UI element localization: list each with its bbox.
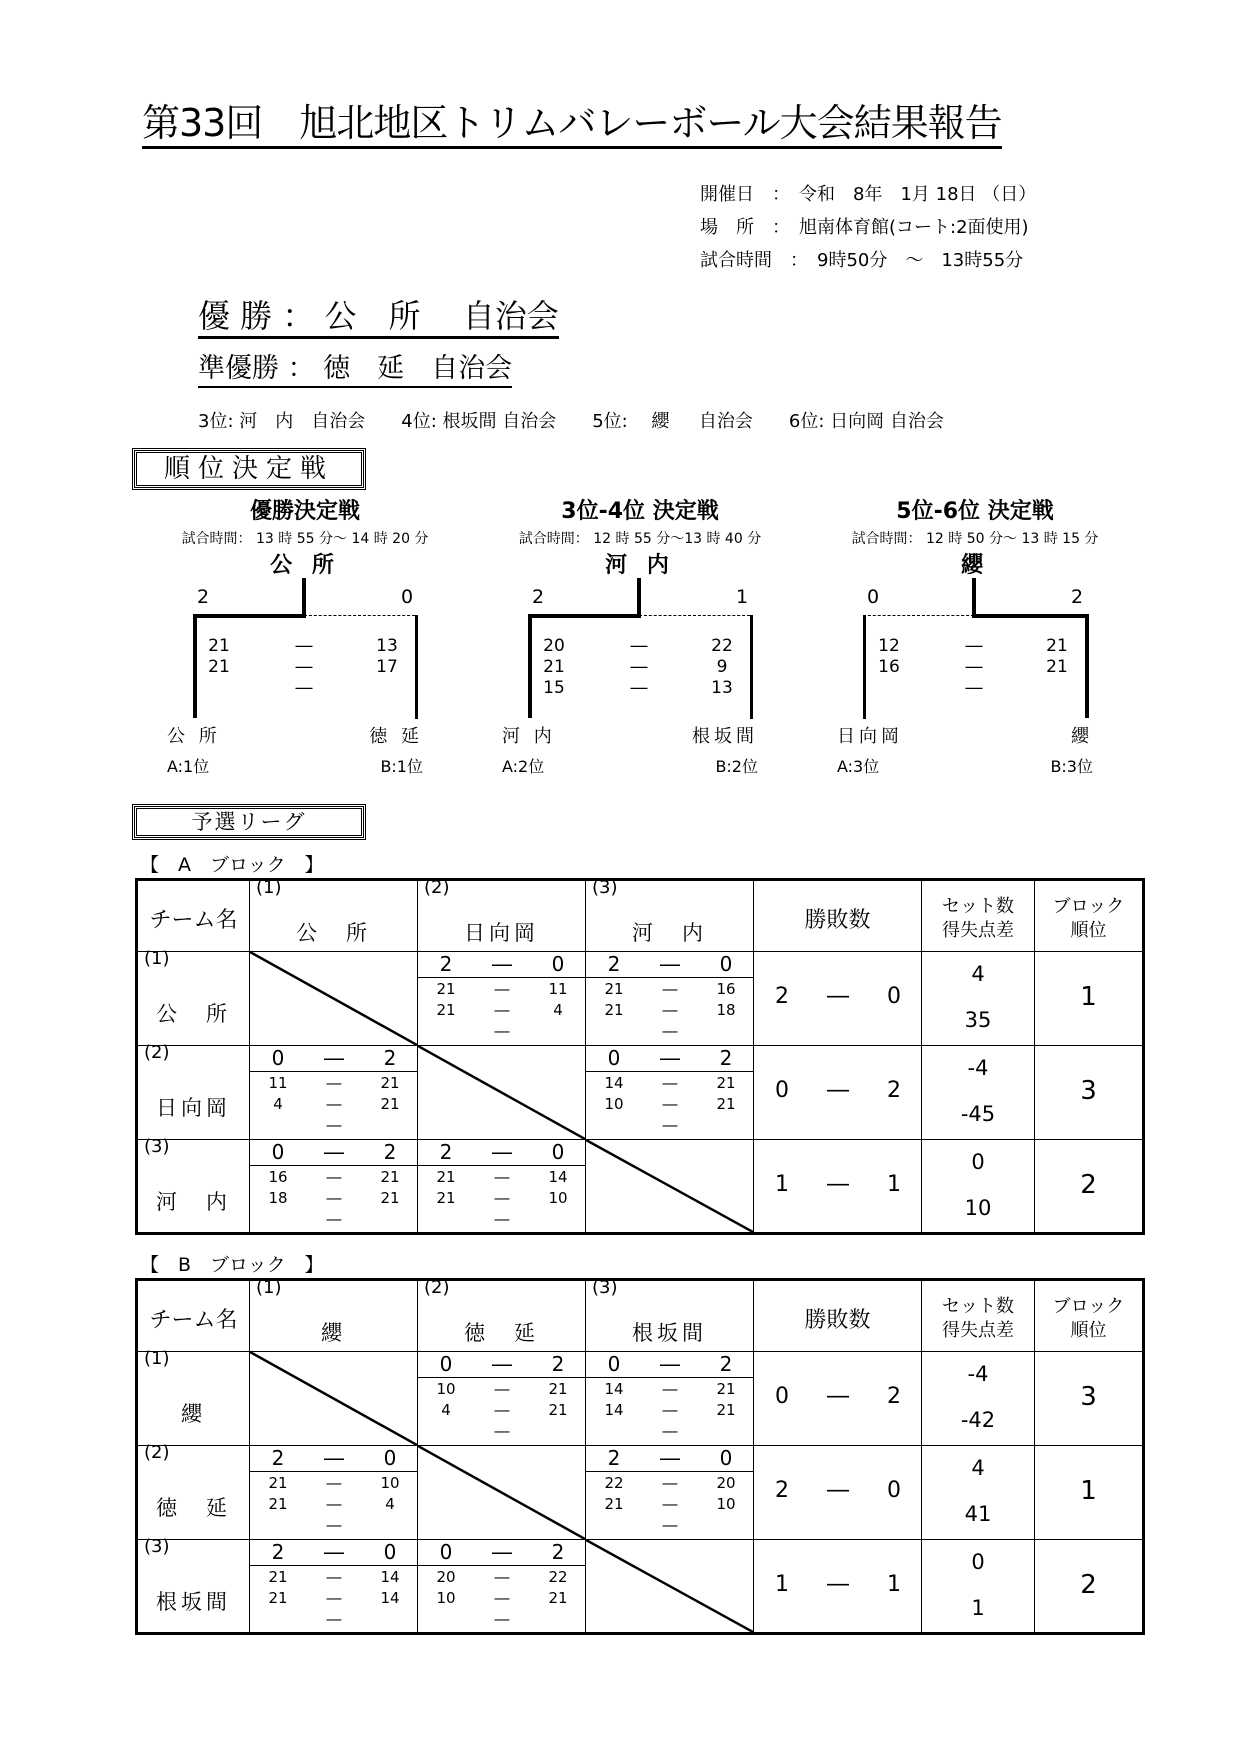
- team-name: 河 内: [632, 921, 707, 945]
- self-match-cell: [418, 1046, 586, 1140]
- right-team: 徳 延: [369, 726, 423, 747]
- header-row: [137, 880, 1144, 952]
- bracket-stem: [302, 578, 306, 616]
- wl-cell: 2 ― 0: [754, 952, 922, 1046]
- self-match-cell: [418, 1446, 586, 1540]
- bracket-title: 3位-4位 決定戦: [561, 499, 719, 524]
- diagonal-line: [418, 1446, 585, 1539]
- set-score: 4 ― 21: [441, 1401, 568, 1419]
- set-score: 21 ― 16: [604, 980, 736, 998]
- set-score: ―: [494, 1610, 510, 1628]
- set-score: 11 ― 21: [268, 1074, 400, 1092]
- bracket-right-post: [415, 615, 418, 719]
- header-opponent: [586, 877, 754, 952]
- rank-cell: [1035, 1140, 1144, 1234]
- row-team: [137, 1536, 250, 1634]
- team-name: 河 内: [156, 1190, 231, 1214]
- bracket-2: [470, 494, 810, 794]
- league-table: [135, 1278, 1145, 1635]
- bracket-time: 試合時間： 12 時 55 分～13 時 40 分: [518, 531, 762, 547]
- set-score-right: 9: [716, 657, 728, 677]
- header-team: チーム名: [137, 1280, 250, 1352]
- right-sets-won: 2: [1071, 586, 1084, 608]
- set-score: ―: [494, 1022, 510, 1040]
- bracket-win-line: [972, 614, 1088, 618]
- set-score-dash: ―: [965, 636, 983, 656]
- bracket-winner: 纓: [960, 553, 989, 578]
- block-rank: 1: [1080, 982, 1097, 1012]
- set-diff-cell: [922, 1446, 1035, 1540]
- set-diff-cell: [922, 1140, 1035, 1234]
- league-table: [135, 878, 1145, 1235]
- set-score-left: 21: [543, 657, 565, 677]
- team-row: [137, 1540, 1144, 1634]
- bracket-time: 試合時間： 13 時 55 分～ 14 時 20 分: [181, 531, 429, 547]
- left-sets-won: 2: [532, 586, 545, 608]
- bracket-left-post: [863, 615, 866, 719]
- match-cell: [418, 1352, 586, 1446]
- team-name: 根坂間: [156, 1590, 231, 1614]
- wl-cell: 1 ― 1: [754, 1540, 922, 1634]
- team-name: 公 所: [296, 921, 371, 945]
- header-opponent: [418, 877, 586, 952]
- bracket-winner: 公 所: [270, 553, 340, 578]
- bracket-stem: [972, 578, 976, 616]
- set-diff-cell: [922, 952, 1035, 1046]
- header-sets: セット数 得失点差: [922, 880, 1035, 952]
- match-result: 0 ― 2: [250, 1140, 417, 1166]
- bracket-lose-line: [639, 615, 750, 616]
- set-score: ―: [662, 1516, 678, 1534]
- right-seed: B:1位: [380, 757, 423, 776]
- block-label: 【 B ブロック 】: [140, 1254, 324, 1276]
- header-wl: 勝敗数: [754, 1280, 922, 1352]
- match-result: 0 ― 2: [250, 1046, 417, 1072]
- diagonal-line: [418, 1046, 585, 1139]
- section-league-heading: 予選リーグ: [136, 808, 362, 836]
- set-score: 21 ― 14: [268, 1568, 400, 1586]
- match-cell: [586, 1046, 754, 1140]
- wl-cell: 1 ― 1: [754, 1140, 922, 1234]
- set-score-dash: ―: [630, 657, 648, 677]
- right-sets-won: 0: [401, 586, 414, 608]
- diagonal-line: [250, 952, 417, 1045]
- set-score-left: 21: [208, 657, 230, 677]
- match-result: 0 ― 2: [418, 1352, 585, 1378]
- team-number: (3): [592, 877, 618, 898]
- team-name: 纓: [181, 1402, 206, 1426]
- set-score-dash: ―: [630, 636, 648, 656]
- event-place: 場 所 ： 旭南体育館(コート:2面使用): [700, 217, 1029, 238]
- match-cell: [418, 1540, 586, 1634]
- rank-cell: [1035, 1352, 1144, 1446]
- set-score: ―: [662, 1022, 678, 1040]
- row-team: [137, 1442, 250, 1540]
- bracket-right-post: [750, 615, 753, 719]
- left-sets-won: 2: [197, 586, 210, 608]
- match-result: 0 ― 2: [586, 1352, 753, 1378]
- bracket-title: 5位-6位 決定戦: [896, 499, 1054, 524]
- right-team: 纓: [1071, 726, 1093, 747]
- diagonal-line: [586, 1540, 753, 1632]
- set-diff: -4: [967, 1056, 989, 1080]
- header-opponent: [418, 1277, 586, 1352]
- set-score-dash: ―: [295, 636, 313, 656]
- match-result: 0 ― 2: [418, 1540, 585, 1566]
- left-seed: A:1位: [167, 757, 210, 776]
- self-match-cell: [586, 1540, 754, 1634]
- team-row: [137, 1046, 1144, 1140]
- block-rank: 1: [1080, 1476, 1097, 1506]
- match-cell: [250, 1446, 418, 1540]
- set-score: 16 ― 21: [268, 1168, 400, 1186]
- header-rank: ブロック 順位: [1035, 1280, 1144, 1352]
- set-score-left: 12: [878, 636, 900, 656]
- match-cell: [586, 1446, 754, 1540]
- left-team: 公 所: [167, 726, 221, 747]
- bracket-1: [135, 494, 475, 794]
- bracket-3: [805, 494, 1145, 794]
- diagonal-line: [586, 1140, 753, 1232]
- champion: 優 勝 ： 公 所 自治会: [198, 296, 559, 339]
- bracket-right-post: [1085, 614, 1089, 718]
- left-team: 河 内: [502, 726, 556, 747]
- set-score-left: 21: [208, 636, 230, 656]
- set-score-right: 22: [711, 636, 733, 656]
- set-score-dash: ―: [295, 678, 313, 698]
- set-score: 21 ― 4: [268, 1495, 395, 1513]
- team-name: 公 所: [156, 1002, 231, 1026]
- bracket-lose-line: [304, 615, 415, 616]
- row-team: [137, 1136, 250, 1234]
- set-score: ―: [326, 1210, 342, 1228]
- team-name: 徳 延: [464, 1321, 539, 1345]
- match-result: 2 ― 0: [586, 952, 753, 978]
- left-sets-won: 0: [867, 586, 880, 608]
- team-number: (1): [256, 877, 282, 898]
- header-wl: 勝敗数: [754, 880, 922, 952]
- set-score: 20 ― 22: [436, 1568, 568, 1586]
- header-rank: ブロック 順位: [1035, 880, 1144, 952]
- left-seed: A:3位: [837, 757, 880, 776]
- set-score: 10 ― 21: [436, 1589, 568, 1607]
- match-result: 2 ― 0: [586, 1446, 753, 1472]
- wl-cell: 2 ― 0: [754, 1446, 922, 1540]
- bracket-win-line: [193, 614, 306, 618]
- point-diff: 1: [971, 1596, 985, 1620]
- header-opponent: [586, 1277, 754, 1352]
- bracket-title: 優勝決定戦: [249, 499, 360, 524]
- match-cell: [250, 1046, 418, 1140]
- set-score-dash: ―: [965, 657, 983, 677]
- set-score: 21 ― 14: [268, 1589, 400, 1607]
- self-match-cell: [586, 1140, 754, 1234]
- diagonal-line: [250, 1352, 417, 1445]
- set-diff: -4: [967, 1362, 989, 1386]
- bracket-left-post: [528, 614, 532, 718]
- set-score: ―: [494, 1210, 510, 1228]
- right-seed: B:2位: [715, 757, 758, 776]
- set-score-right: 17: [376, 657, 398, 677]
- set-score: 21 ― 10: [604, 1495, 736, 1513]
- set-diff-cell: [922, 1540, 1035, 1634]
- set-score: 21 ― 14: [436, 1168, 568, 1186]
- set-score: 21 ― 4: [436, 1001, 563, 1019]
- set-diff: 4: [971, 1456, 985, 1480]
- wl-cell: 0 ― 2: [754, 1352, 922, 1446]
- team-number: (2): [144, 1442, 170, 1463]
- set-score: ―: [326, 1116, 342, 1134]
- team-row: [137, 1140, 1144, 1234]
- set-score-left: 16: [878, 657, 900, 677]
- set-score-right: 13: [376, 636, 398, 656]
- event-date: 開催日 ： 令和 8年 1月 18日 （日）: [700, 184, 1037, 205]
- set-score: 22 ― 20: [604, 1474, 736, 1492]
- rank-cell: [1035, 952, 1144, 1046]
- set-diff-cell: [922, 1046, 1035, 1140]
- match-cell: [250, 1140, 418, 1234]
- bracket-time: 試合時間： 12 時 50 分～ 13 時 15 分: [851, 531, 1099, 547]
- match-result: 2 ― 0: [250, 1540, 417, 1566]
- set-score: 21 ― 18: [604, 1001, 736, 1019]
- set-score-right: 13: [711, 678, 733, 698]
- rank-cell: [1035, 1540, 1144, 1634]
- rank-cell: [1035, 1446, 1144, 1540]
- set-diff-cell: [922, 1352, 1035, 1446]
- bracket-win-line: [528, 614, 641, 618]
- point-diff: 41: [964, 1502, 992, 1526]
- header-team: チーム名: [137, 880, 250, 952]
- team-number: (3): [592, 1277, 618, 1298]
- set-score: 4 ― 21: [273, 1095, 400, 1113]
- team-number: (2): [144, 1042, 170, 1063]
- block-rank: 2: [1080, 1170, 1097, 1200]
- set-score: 10 ― 21: [604, 1095, 736, 1113]
- bracket-stem: [637, 578, 641, 616]
- set-score-dash: ―: [630, 678, 648, 698]
- match-cell: [586, 952, 754, 1046]
- team-number: (1): [256, 1277, 282, 1298]
- block-rank: 3: [1080, 1076, 1097, 1106]
- team-name: 徳 延: [156, 1496, 231, 1520]
- match-result: 2 ― 0: [250, 1446, 417, 1472]
- set-score: 10 ― 21: [436, 1380, 568, 1398]
- point-diff: 35: [964, 1008, 992, 1032]
- set-score: ―: [326, 1516, 342, 1534]
- team-row: [137, 1352, 1144, 1446]
- left-team: 日向岡: [837, 726, 903, 747]
- set-score-dash: ―: [295, 657, 313, 677]
- set-score-right: 21: [1046, 636, 1068, 656]
- team-number: (3): [144, 1136, 170, 1157]
- header-opponent: [250, 1277, 418, 1352]
- team-row: [137, 952, 1144, 1046]
- right-seed: B:3位: [1050, 757, 1093, 776]
- team-name: 纓: [321, 1321, 346, 1345]
- header-sets: セット数 得失点差: [922, 1280, 1035, 1352]
- row-team: [137, 948, 250, 1046]
- right-sets-won: 1: [736, 586, 749, 608]
- block-rank: 3: [1080, 1382, 1097, 1412]
- page-title: 第33回 旭北地区トリムバレーボール大会結果報告: [142, 100, 1002, 149]
- block-rank: 2: [1080, 1570, 1097, 1600]
- set-score-left: 15: [543, 678, 565, 698]
- self-match-cell: [250, 952, 418, 1046]
- point-diff: -45: [960, 1102, 996, 1126]
- rank-cell: [1035, 1046, 1144, 1140]
- set-score-right: 21: [1046, 657, 1068, 677]
- point-diff: -42: [960, 1408, 996, 1432]
- set-score: ―: [494, 1422, 510, 1440]
- event-time: 試合時間 ： 9時50分 ～ 13時55分: [700, 250, 1024, 271]
- match-result: 2 ― 0: [418, 1140, 585, 1166]
- set-diff: 4: [971, 962, 985, 986]
- bracket-lose-line: [863, 615, 974, 616]
- other-rankings: 3位: 河 内 自治会 4位: 根坂間 自治会 5位: 纓 自治会 6位: 日向岡 自治会: [198, 411, 944, 432]
- runner-up: 準優勝 ： 徳 延 自治会: [198, 352, 512, 388]
- set-score: 18 ― 21: [268, 1189, 400, 1207]
- set-score: 14 ― 21: [604, 1380, 736, 1398]
- row-team: [137, 1348, 250, 1446]
- match-result: 0 ― 2: [586, 1046, 753, 1072]
- team-name: 日向岡: [464, 921, 539, 945]
- header-opponent: [250, 877, 418, 952]
- set-score-dash: ―: [965, 678, 983, 698]
- point-diff: 10: [964, 1196, 992, 1220]
- match-cell: [250, 1540, 418, 1634]
- section-final-heading: 順位決定戦: [136, 452, 362, 486]
- team-number: (3): [144, 1536, 170, 1557]
- self-match-cell: [250, 1352, 418, 1446]
- set-score: ―: [662, 1116, 678, 1134]
- header-row: [137, 1280, 1144, 1352]
- set-score: 21 ― 10: [436, 1189, 568, 1207]
- right-team: 根坂間: [692, 726, 758, 747]
- set-score: ―: [326, 1610, 342, 1628]
- set-score: 14 ― 21: [604, 1401, 736, 1419]
- team-number: (2): [424, 1277, 450, 1298]
- team-number: (1): [144, 948, 170, 969]
- set-score: 14 ― 21: [604, 1074, 736, 1092]
- set-score: 21 ― 10: [268, 1474, 400, 1492]
- team-name: 日向岡: [156, 1096, 231, 1120]
- wl-cell: 0 ― 2: [754, 1046, 922, 1140]
- set-score: 21 ― 11: [436, 980, 568, 998]
- team-row: [137, 1446, 1144, 1540]
- team-name: 根坂間: [632, 1321, 707, 1345]
- bracket-winner: 河 内: [605, 553, 675, 578]
- set-diff: 0: [971, 1550, 985, 1574]
- match-cell: [586, 1352, 754, 1446]
- match-cell: [418, 952, 586, 1046]
- match-cell: [418, 1140, 586, 1234]
- left-seed: A:2位: [502, 757, 545, 776]
- team-number: (1): [144, 1348, 170, 1369]
- block-label: 【 A ブロック 】: [140, 854, 324, 876]
- set-score-left: 20: [543, 636, 565, 656]
- row-team: [137, 1042, 250, 1140]
- match-result: 2 ― 0: [418, 952, 585, 978]
- team-number: (2): [424, 877, 450, 898]
- bracket-left-post: [193, 614, 197, 718]
- set-score: ―: [662, 1422, 678, 1440]
- set-diff: 0: [971, 1150, 985, 1174]
